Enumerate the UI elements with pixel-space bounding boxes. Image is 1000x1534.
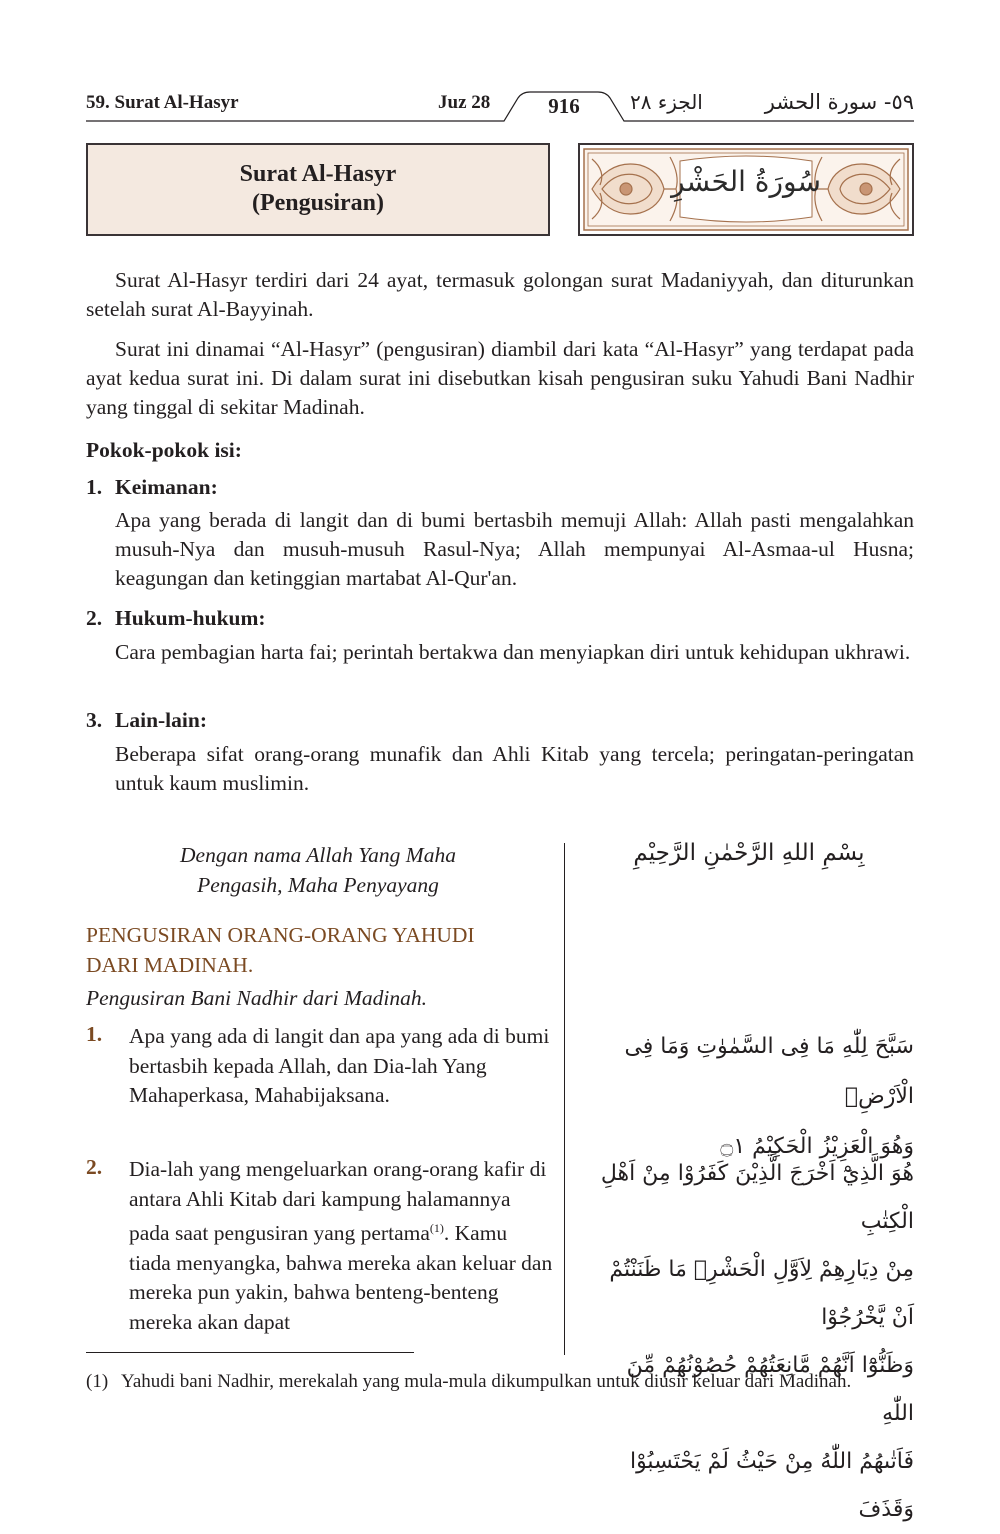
contents-heading: Pokok-pokok isi: <box>86 438 242 462</box>
verse-translation-2 <box>129 1155 554 1337</box>
section-title-line-2: DARI MADINAH. <box>86 953 254 977</box>
header-juz-arabic: الجزء ٢٨ <box>630 90 703 114</box>
surah-arabic-calligraphy: سُورَةُ الحَشْرِ <box>671 165 821 198</box>
item-number: 2. <box>86 606 103 630</box>
verse-arabic-line: فَاَتٰىهُمُ اللّٰهُ مِنْ حَيْثُ لَمْ يَحْتَسِبُوْا وَقَذَفَ <box>629 1449 914 1522</box>
item-number: 3. <box>86 708 103 732</box>
surah-meaning: (Pengusiran) <box>252 190 384 216</box>
contents-item-3-title <box>86 708 207 733</box>
intro-paragraph-2: Surat ini dinamai “Al-Hasyr” (pengusiran) diambil dari kata “Al-Hasyr” yang terdapat pada ayat kedua surat ini. Di dalam surat ini disebutkan kisah pengusiran suku Yahudi Bani Nadhir yang tinggal di sekitar Madinah. <box>86 337 914 419</box>
header-surah-arabic: ٥٩- سورة الحشر <box>764 90 914 114</box>
surah-title-box <box>86 143 550 236</box>
page-header <box>86 88 914 124</box>
item-title: Lain-lain: <box>115 708 207 732</box>
footnote-reference[interactable]: (1) <box>429 1221 444 1235</box>
basmalah-translation-line-1: Dengan nama Allah Yang Maha <box>180 843 456 867</box>
contents-item-1-title <box>86 475 218 500</box>
verse-arabic-line: سَبَّحَ لِلّٰهِ مَا فِى السَّمٰوٰتِ وَمَا فِى الْاَرْضِۚ <box>624 1034 914 1109</box>
verse-text-part: . Kamu tiada menyangka, bahwa mereka akan keluar dan mereka pun yakin, bahwa benteng-benteng mereka akan dapat <box>129 1221 553 1334</box>
verse-arabic-line: مِنْ دِيَارِهِمْ لِاَوَّلِ الْحَشْرِۗ مَا ظَنَنْتُمْ اَنْ يَّخْرُجُوْا <box>609 1257 914 1330</box>
basmalah-translation <box>86 840 550 900</box>
verse-text-part: Dia-lah yang mengeluarkan orang-orang kafir di antara Ahli Kitab dari kampung halamannya pada saat pengusiran yang pertama <box>129 1157 547 1246</box>
basmalah-translation-line-2: Pengasih, Maha Penyayang <box>197 873 439 897</box>
contents-item-3-text: Beberapa sifat orang-orang munafik dan Ahli Kitab yang tercela; peringatan-peringatan untuk kaum muslimin. <box>115 742 914 795</box>
section-title <box>86 920 550 980</box>
verse-arabic-line: وَظَنُّوْٓا اَنَّهُمْ مَّانِعَتُهُمْ حُصُوْنُهُمْ مِّنَ اللّٰهِ <box>626 1353 914 1426</box>
section-title-line-1: PENGUSIRAN ORANG-ORANG YAHUDI <box>86 923 475 947</box>
item-title: Hukum-hukum: <box>115 606 266 630</box>
verse-translation-1: Apa yang ada di langit dan apa yang ada di bumi bertasbih kepada Allah, dan Dia-lah Yang Mahaperkasa, Mahabijaksana. <box>129 1024 550 1107</box>
verse-arabic-line: وَهُوَ الْعَزِيْزُ الْحَكِيْمُ ۝١ <box>720 1134 914 1159</box>
verse-number-1: 1. <box>86 1022 103 1046</box>
header-juz: Juz 28 <box>438 92 491 113</box>
verse-arabic-2 <box>590 1150 914 1534</box>
verse-number-2: 2. <box>86 1155 103 1179</box>
basmalah-arabic: بِسْمِ اللهِ الرَّحْمٰنِ الرَّحِيْمِ <box>633 840 865 866</box>
page-number: 916 <box>548 94 580 118</box>
intro-paragraph-1: Surat Al-Hasyr terdiri dari 24 ayat, termasuk golongan surat Madaniyyah, dan diturunkan setelah surat Al-Bayyinah. <box>86 268 914 321</box>
contents-item-1-text: Apa yang berada di langit dan di bumi bertasbih memuji Allah: Allah pasti mengalahkan musuh-Nya dan musuh-musuh Rasul-Nya; Allah mempunyai Al-Asmaa-ul Husna; keagungan dan ketinggian martabat Al-Qur'an. <box>115 508 914 590</box>
contents-item-2-title <box>86 606 266 631</box>
footnote-text: Yahudi bani Nadhir, merekalah yang mula-mula dikumpulkan untuk diusir keluar dari Madinah. <box>121 1371 852 1392</box>
header-surah-name: 59. Surat Al-Hasyr <box>86 92 239 113</box>
surah-ornament-banner <box>578 143 914 236</box>
item-number: 1. <box>86 475 103 499</box>
verse-arabic-line: هُوَ الَّذِيْٓ اَخْرَجَ الَّذِيْنَ كَفَرُوْا مِنْ اَهْلِ الْكِتٰبِ <box>600 1161 914 1234</box>
column-divider <box>564 843 565 1355</box>
section-subtitle: Pengusiran Bani Nadhir dari Madinah. <box>86 986 428 1010</box>
surah-title: Surat Al-Hasyr <box>239 161 397 187</box>
footnote-mark: (1) <box>86 1371 109 1392</box>
item-title: Keimanan: <box>115 475 218 499</box>
footnote-rule <box>86 1352 414 1353</box>
contents-item-2-text: Cara pembagian harta fai; perintah bertakwa dan menyiapkan diri untuk kehidupan ukhrawi. <box>115 640 911 664</box>
footnote <box>86 1369 914 1395</box>
